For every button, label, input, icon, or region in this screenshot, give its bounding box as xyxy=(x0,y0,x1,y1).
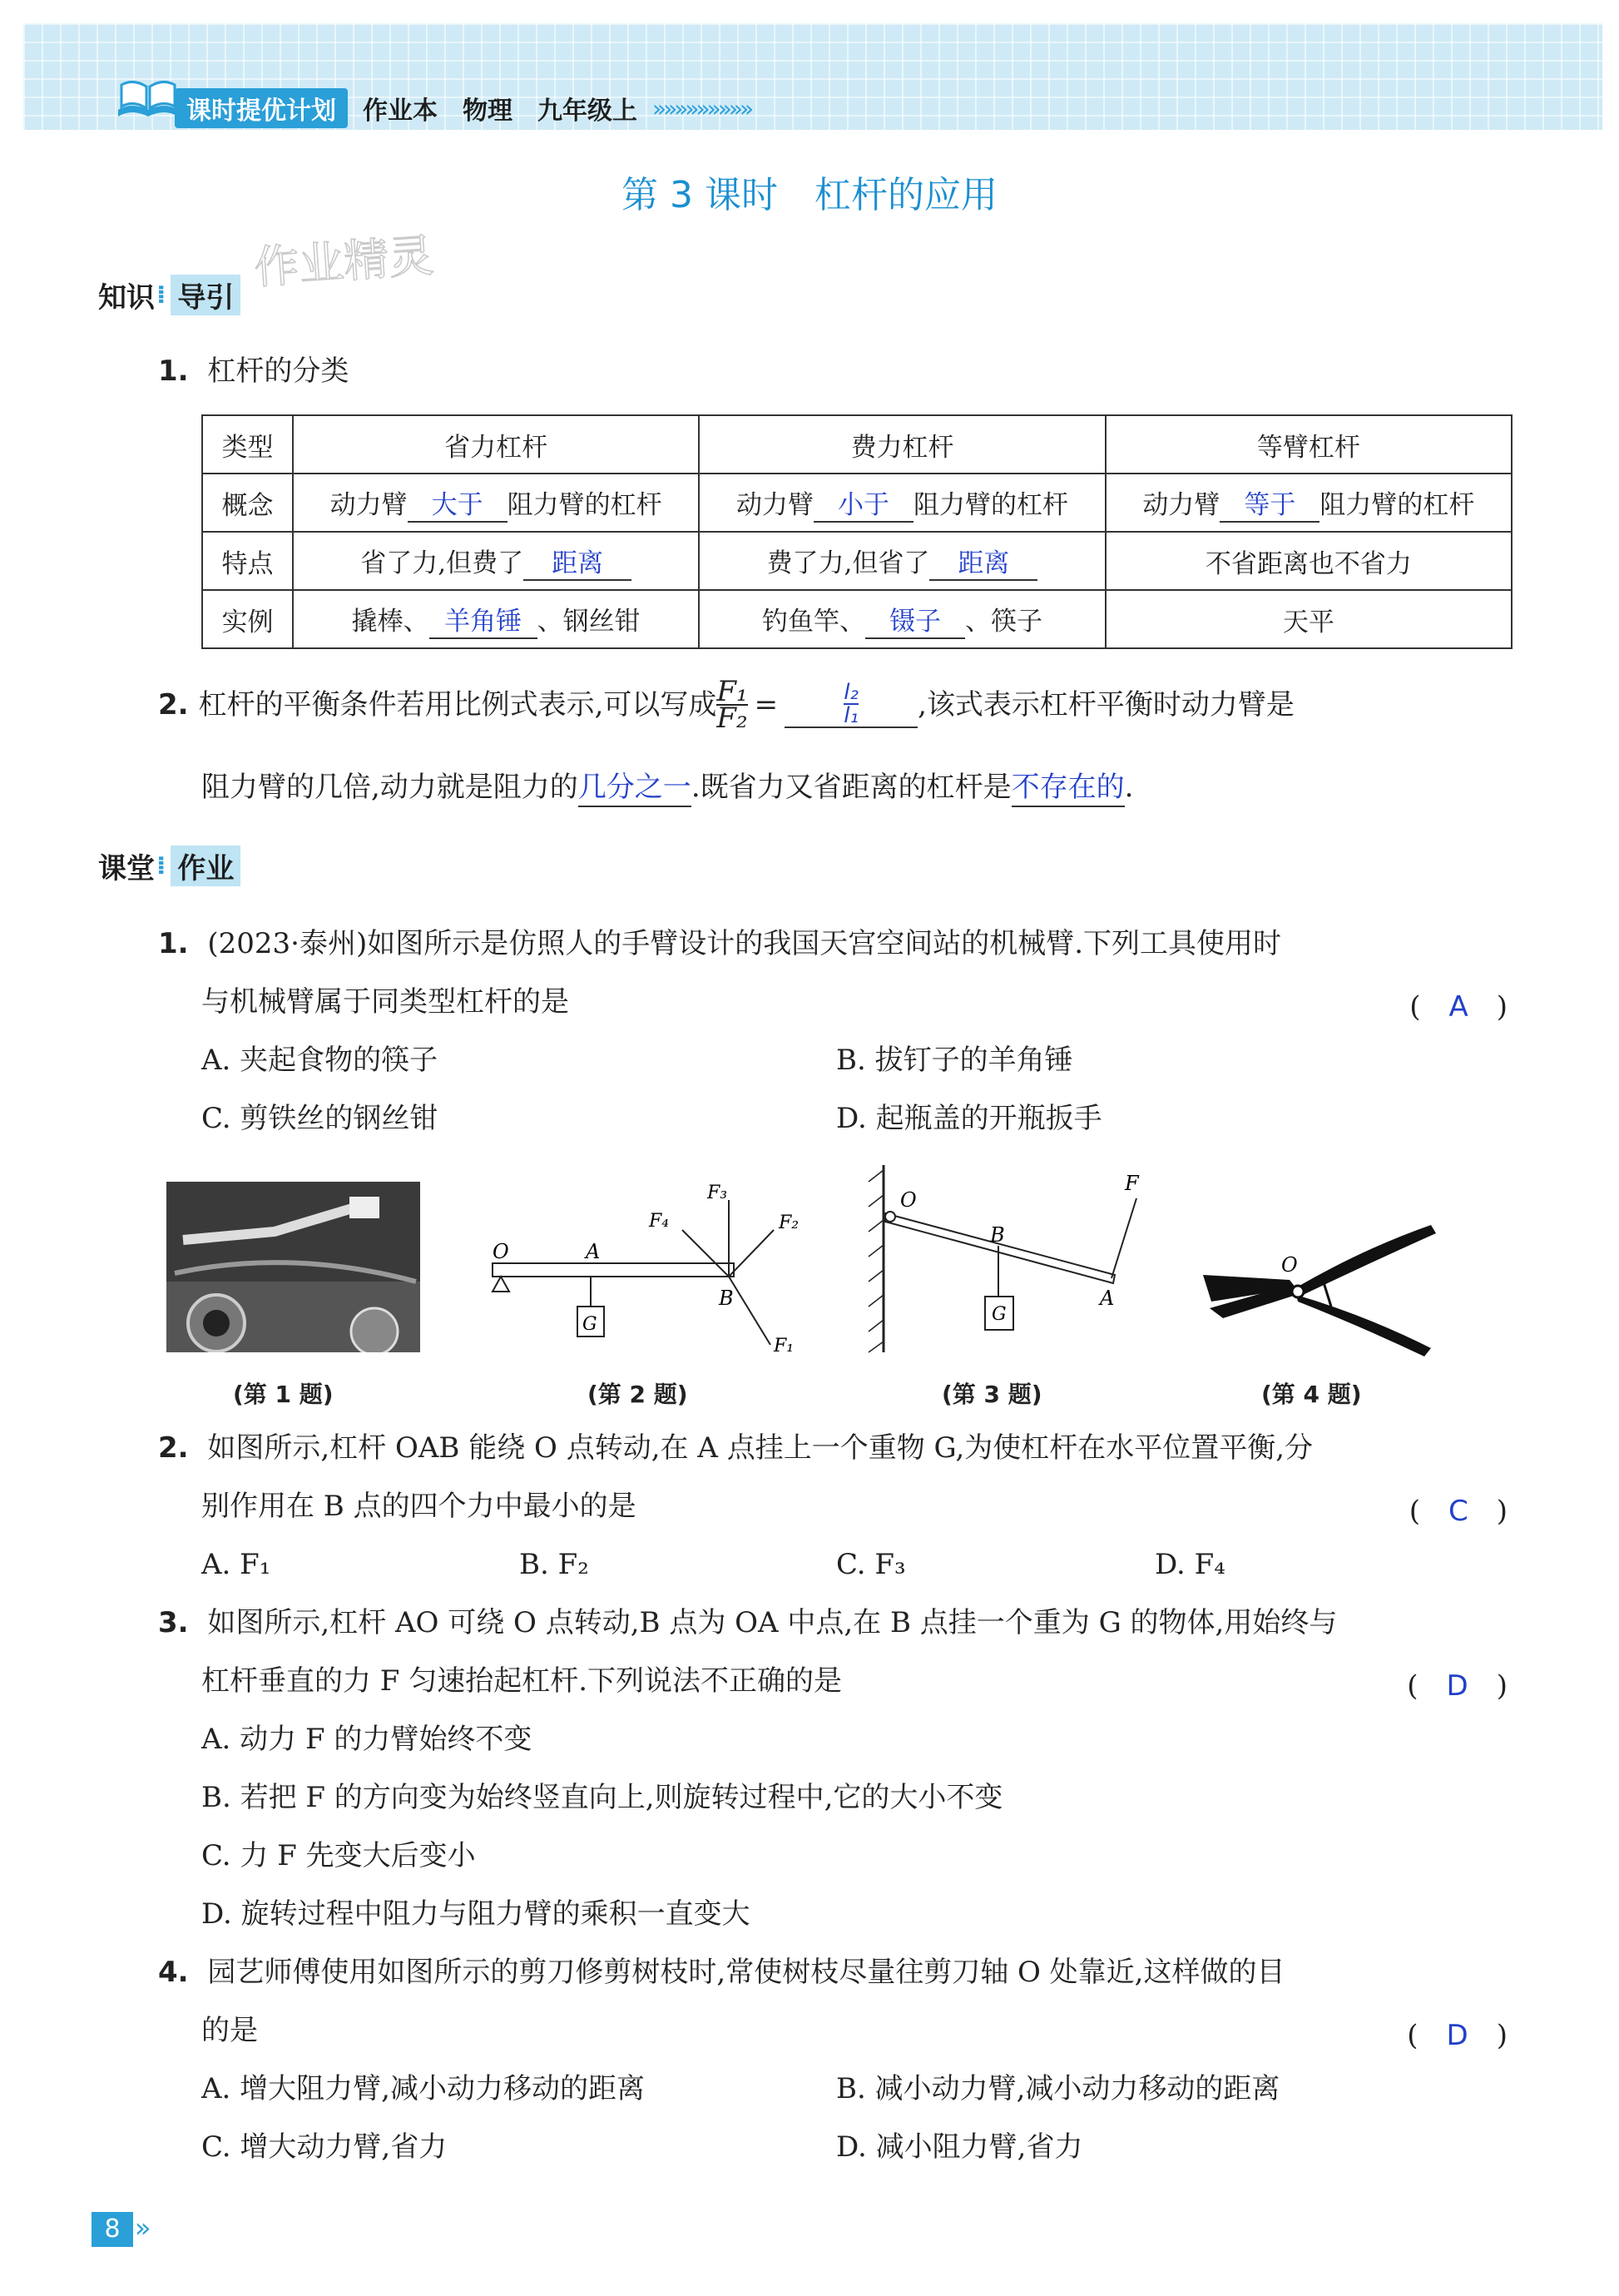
open-book-icon xyxy=(115,77,181,120)
table-cell xyxy=(1106,474,1512,532)
question-text: 的是 xyxy=(201,2014,258,2047)
lever-classification-table xyxy=(201,414,1513,649)
cell-text: 动力臂 xyxy=(329,489,408,520)
section-heading-prefix: 课堂 xyxy=(98,852,155,885)
label-f4: F₄ xyxy=(649,1211,670,1232)
table-cell xyxy=(699,590,1105,648)
option-text: D. 旋转过程中阻力与阻力臂的乘积一直变大 xyxy=(201,1897,750,1931)
knowledge-q2-line2 xyxy=(201,769,1133,807)
option-text: C. 力 F 先变大后变小 xyxy=(201,1839,476,1872)
label-f3: F₃ xyxy=(707,1183,728,1203)
label-a: A xyxy=(586,1240,601,1263)
table-header: 等臂杠杆 xyxy=(1106,415,1512,474)
table-header: 省力杠杆 xyxy=(293,415,699,474)
header-arrows: »»»»»»»»» xyxy=(652,94,751,122)
label-a: A xyxy=(1100,1287,1115,1310)
option-text: A. 增大阻力臂,减小动力移动的距离 xyxy=(201,2072,645,2105)
question-text: 阻力臂的几倍,动力就是阻力的 xyxy=(201,771,578,804)
equals-sign: = xyxy=(754,688,779,722)
cell-text: 钓鱼竿、 xyxy=(761,606,865,637)
question-text: 如图所示,杠杆 AO 可绕 O 点转动,B 点为 OA 中点,在 B 点挂一个重为 G 的物体,用始终与 xyxy=(207,1606,1338,1639)
table-header: 费力杠杆 xyxy=(699,415,1105,474)
answer-fill: 几分之一 xyxy=(578,769,691,807)
table-cell xyxy=(699,474,1105,532)
fraction-denominator: F₂ xyxy=(716,702,748,735)
knowledge-q2-line1 xyxy=(158,676,1295,734)
question-text: ,该式表示杠杆平衡时动力臂是 xyxy=(918,688,1295,722)
answer-blank xyxy=(785,682,918,728)
label-f: F xyxy=(1125,1172,1139,1195)
series-badge: 课时提优计划 xyxy=(175,88,348,128)
space-station-arm-photo xyxy=(166,1182,420,1352)
question-number: 2. xyxy=(158,1431,189,1465)
answer-choice: D xyxy=(1446,1669,1468,1703)
answer-fill: 小于 xyxy=(814,483,913,523)
answer-fill: 不存在的 xyxy=(1012,769,1125,807)
fraction-denominator: l₁ xyxy=(844,703,859,728)
question-number: 2. xyxy=(158,688,189,722)
option-text: B. 若把 F 的方向变为始终竖直向上,则旋转过程中,它的大小不变 xyxy=(201,1781,1003,1814)
label-g: G xyxy=(582,1314,597,1335)
option-text: B. F₂ xyxy=(519,1548,589,1581)
cell-text: 、钢丝钳 xyxy=(537,606,641,637)
row-label: 概念 xyxy=(202,474,293,532)
watermark: 作业精灵 xyxy=(252,229,436,295)
option-text: B. 拔钉子的羊角锤 xyxy=(836,1044,1073,1077)
question-number: 3. xyxy=(158,1606,189,1639)
figure-caption: (第 4 题) xyxy=(1261,1381,1362,1408)
question-text: 杠杆的平衡条件若用比例式表示,可以写成 xyxy=(198,688,717,722)
question-text: 园艺师傅使用如图所示的剪刀修剪树枝时,常使树枝尽量往剪刀轴 O 处靠近,这样做的目 xyxy=(207,1956,1285,1989)
classwork-q3-line1 xyxy=(158,1604,1337,1641)
cell-text: 动力臂 xyxy=(1142,489,1220,520)
classwork-q2-line1 xyxy=(158,1430,1313,1466)
question-number: 1. xyxy=(158,355,189,388)
option-text: A. 夹起食物的筷子 xyxy=(201,1044,438,1077)
table-cell xyxy=(699,532,1105,590)
fraction-numerator: l₂ xyxy=(844,680,859,705)
row-label: 特点 xyxy=(202,532,293,590)
force-ratio-fraction xyxy=(716,675,748,735)
fraction-numerator: F₁ xyxy=(716,675,748,708)
answer-parens: ( C ) xyxy=(1409,1495,1508,1528)
option-text: B. 减小动力臂,减小动力移动的距离 xyxy=(836,2072,1280,2105)
knowledge-q1 xyxy=(158,353,349,389)
answer-parens: ( D ) xyxy=(1407,2019,1508,2052)
table-cell: 天平 xyxy=(1106,590,1512,648)
classwork-q4-line1 xyxy=(158,1954,1285,1991)
answer-choice: C xyxy=(1448,1495,1468,1528)
answer-fill: 羊角锤 xyxy=(429,600,537,639)
question-number: 4. xyxy=(158,1956,189,1989)
option-text: C. 剪铁丝的钢丝钳 xyxy=(201,1102,438,1135)
lever-ao-wall-diagram xyxy=(865,1165,1148,1356)
wave-icon: ⁞ xyxy=(156,280,166,310)
table-header: 类型 xyxy=(202,415,293,474)
figure-caption: (第 2 题) xyxy=(587,1381,688,1408)
option-text: C. F₃ xyxy=(836,1548,906,1581)
table-cell xyxy=(293,474,699,532)
answer-choice: A xyxy=(1448,990,1468,1024)
cell-text: 动力臂 xyxy=(735,489,814,520)
table-cell: 不省距离也不省力 xyxy=(1106,532,1512,590)
label-f2: F₂ xyxy=(779,1212,800,1233)
table-cell xyxy=(293,590,699,648)
option-text: A. F₁ xyxy=(201,1548,271,1581)
section-heading-knowledge xyxy=(98,275,240,315)
answer-fill: 等于 xyxy=(1220,483,1319,523)
option-text: D. 起瓶盖的开瓶扳手 xyxy=(836,1102,1102,1135)
question-text: .既省力又省距离的杠杆是 xyxy=(691,771,1012,804)
answer-fill: 镊子 xyxy=(865,600,965,639)
cell-text: 撬棒、 xyxy=(351,606,429,637)
question-text: 与机械臂属于同类型杠杆的是 xyxy=(201,985,569,1019)
book-subtitle: 作业本 物理 九年级上 xyxy=(363,97,637,126)
table-header-row xyxy=(202,415,1512,474)
label-o: O xyxy=(493,1240,509,1263)
classwork-q1-line1 xyxy=(158,925,1281,962)
label-b: B xyxy=(719,1287,734,1310)
question-text: (2023·泰州)如图所示是仿照人的手臂设计的我国天宫空间站的机械臂.下列工具使用时 xyxy=(207,927,1282,960)
option-text: A. 动力 F 的力臂始终不变 xyxy=(201,1723,532,1756)
question-text: 别作用在 B 点的四个力中最小的是 xyxy=(201,1490,636,1523)
answer-fill: 距离 xyxy=(929,542,1037,581)
question-text: 如图所示,杠杆 OAB 能绕 O 点转动,在 A 点挂上一个重物 G,为使杠杆在水平位置平衡,分 xyxy=(207,1431,1314,1465)
lever-oab-diagram xyxy=(483,1182,832,1356)
label-o: O xyxy=(900,1188,917,1212)
cell-text: 阻力臂的杠杆 xyxy=(1319,489,1475,520)
cell-text: 、筷子 xyxy=(964,606,1042,637)
cell-text: 阻力臂的杠杆 xyxy=(507,489,662,520)
question-number: 1. xyxy=(158,927,189,960)
cell-text: 阻力臂的杠杆 xyxy=(913,489,1068,520)
table-row xyxy=(202,532,1512,590)
question-text: . xyxy=(1124,771,1134,804)
cell-text: 费了力,但省了 xyxy=(766,548,930,578)
label-o: O xyxy=(1281,1253,1298,1277)
label-b: B xyxy=(990,1223,1005,1247)
question-text: 杠杆垂直的力 F 匀速抬起杠杆.下列说法不正确的是 xyxy=(201,1664,843,1698)
answer-choice: D xyxy=(1446,2019,1468,2052)
section-heading-highlight: 作业 xyxy=(171,846,240,886)
answer-fraction xyxy=(844,682,859,726)
option-text: D. 减小阻力臂,省力 xyxy=(836,2130,1083,2164)
label-g: G xyxy=(992,1304,1007,1325)
cell-text: 省了力,但费了 xyxy=(360,548,524,578)
section-heading-highlight: 导引 xyxy=(171,275,240,315)
option-text: D. F₄ xyxy=(1155,1548,1225,1581)
answer-parens: ( D ) xyxy=(1407,1669,1508,1703)
answer-parens: ( A ) xyxy=(1409,990,1508,1024)
table-cell xyxy=(293,532,699,590)
section-heading-prefix: 知识 xyxy=(98,281,155,315)
answer-fill: 大于 xyxy=(408,483,507,523)
label-f1: F₁ xyxy=(774,1336,795,1356)
page-number: 8 xyxy=(92,2212,133,2247)
figure-caption: (第 3 题) xyxy=(942,1381,1042,1408)
wave-icon: ⁞ xyxy=(156,851,166,880)
garden-shears-diagram xyxy=(1198,1215,1439,1356)
row-label: 实例 xyxy=(202,590,293,648)
table-row xyxy=(202,590,1512,648)
question-text: 杠杆的分类 xyxy=(207,355,349,388)
header-bar xyxy=(175,93,751,126)
table-row xyxy=(202,474,1512,532)
lesson-title: 第 3 课时 杠杆的应用 xyxy=(621,174,998,216)
answer-fill: 距离 xyxy=(523,542,631,581)
option-text: C. 增大动力臂,省力 xyxy=(201,2130,448,2164)
figure-caption: (第 1 题) xyxy=(233,1381,334,1408)
page-arrow-icon: » xyxy=(135,2212,151,2244)
section-heading-classwork xyxy=(98,846,240,886)
